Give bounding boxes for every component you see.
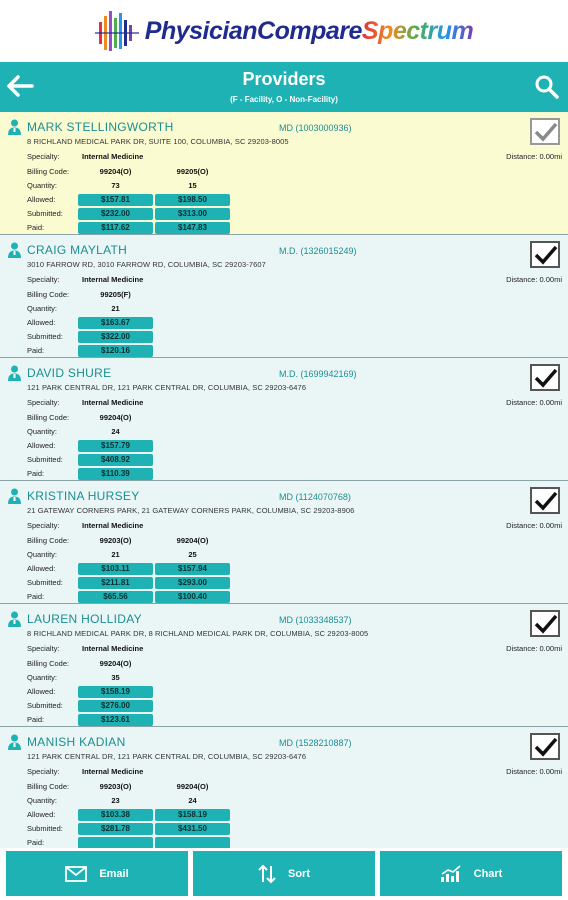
provider-specialty: Internal Medicine xyxy=(82,275,144,284)
quantity-value: 73 xyxy=(111,181,120,190)
page-subtitle: (F - Facility, O - Non-Facility) xyxy=(230,95,338,104)
billing-code: 99204(O) xyxy=(176,782,209,791)
provider-npi: MD (1124070768) xyxy=(279,492,351,502)
row-label-submitted: Submitted: xyxy=(27,209,63,218)
provider-specialty: Internal Medicine xyxy=(82,152,144,161)
provider-specialty: Internal Medicine xyxy=(82,521,144,530)
row-label-paid: Paid: xyxy=(27,469,45,478)
row-label-billing-code: Billing Code: xyxy=(27,782,70,791)
search-icon[interactable] xyxy=(534,74,560,100)
row-label-specialty: Specialty: xyxy=(27,275,60,284)
sort-button[interactable] xyxy=(193,851,375,896)
submitted-amount: $281.78 xyxy=(78,823,153,835)
row-label-allowed: Allowed: xyxy=(27,687,56,696)
quantity-value: 15 xyxy=(188,181,197,190)
paid-amount: $147.83 xyxy=(155,222,230,234)
provider-card[interactable] xyxy=(0,727,568,848)
spectrum-logo-icon xyxy=(95,8,139,54)
app-logo-text xyxy=(145,17,473,46)
row-label-billing-code: Billing Code: xyxy=(27,413,70,422)
provider-npi: MD (1528210887) xyxy=(279,738,352,748)
row-label-allowed: Allowed: xyxy=(27,195,56,204)
provider-name[interactable]: MANISH KADIAN xyxy=(27,735,126,749)
billing-code: 99204(O) xyxy=(176,536,209,545)
envelope-icon xyxy=(65,866,87,882)
provider-npi: MD (1033348537) xyxy=(279,615,352,625)
row-label-submitted: Submitted: xyxy=(27,578,63,587)
quantity-value: 25 xyxy=(188,550,197,559)
provider-card[interactable] xyxy=(0,358,568,481)
allowed-amount: $158.19 xyxy=(78,686,153,698)
paid-amount xyxy=(78,837,153,848)
row-label-specialty: Specialty: xyxy=(27,152,60,161)
row-label-specialty: Specialty: xyxy=(27,521,60,530)
allowed-amount: $103.38 xyxy=(78,809,153,821)
checkmark-icon xyxy=(534,613,558,635)
bottom-toolbar xyxy=(0,848,568,900)
paid-amount: $117.62 xyxy=(78,222,153,234)
paid-amount: $100.40 xyxy=(155,591,230,603)
person-icon xyxy=(8,119,21,135)
quantity-value: 24 xyxy=(188,796,197,805)
chart-icon xyxy=(440,865,462,883)
billing-code: 99204(O) xyxy=(99,413,132,422)
row-label-specialty: Specialty: xyxy=(27,767,60,776)
provider-specialty: Internal Medicine xyxy=(82,398,144,407)
title-bar xyxy=(0,62,568,112)
checkmark-icon xyxy=(534,121,558,143)
submitted-amount: $408.92 xyxy=(78,454,153,466)
logo-bar xyxy=(0,0,568,62)
provider-list[interactable] xyxy=(0,112,568,848)
quantity-value: 23 xyxy=(111,796,120,805)
paid-amount: $123.61 xyxy=(78,714,153,726)
row-label-submitted: Submitted: xyxy=(27,824,63,833)
row-label-specialty: Specialty: xyxy=(27,644,60,653)
billing-code: 99205(F) xyxy=(100,290,131,299)
provider-card[interactable] xyxy=(0,481,568,604)
submitted-amount: $313.00 xyxy=(155,208,230,220)
sort-button-label: Sort xyxy=(288,867,310,880)
provider-npi: M.D. (1699942169) xyxy=(279,369,357,379)
sort-arrows-icon xyxy=(258,864,276,884)
provider-name[interactable]: MARK STELLINGWORTH xyxy=(27,120,174,134)
provider-name[interactable]: DAVID SHURE xyxy=(27,366,112,380)
provider-distance: Distance: 0.00mi xyxy=(506,767,562,776)
billing-code: 99204(O) xyxy=(99,659,132,668)
row-label-billing-code: Billing Code: xyxy=(27,659,70,668)
row-label-paid: Paid: xyxy=(27,715,45,724)
provider-address: 21 GATEWAY CORNERS PARK, 21 GATEWAY CORNERS PARK, COLUMBIA, SC 29203-8906 xyxy=(27,506,355,515)
allowed-amount: $157.94 xyxy=(155,563,230,575)
paid-amount: $65.56 xyxy=(78,591,153,603)
checkmark-icon xyxy=(534,736,558,758)
allowed-amount: $198.50 xyxy=(155,194,230,206)
billing-code: 99203(O) xyxy=(99,536,132,545)
provider-name[interactable]: CRAIG MAYLATH xyxy=(27,243,128,257)
person-icon xyxy=(8,488,21,504)
provider-npi: M.D. (1326015249) xyxy=(279,246,357,256)
row-label-paid: Paid: xyxy=(27,223,45,232)
provider-specialty: Internal Medicine xyxy=(82,767,144,776)
row-label-paid: Paid: xyxy=(27,838,45,847)
person-icon xyxy=(8,242,21,258)
chart-button-label: Chart xyxy=(473,867,503,880)
row-label-allowed: Allowed: xyxy=(27,441,56,450)
quantity-value: 21 xyxy=(111,550,120,559)
provider-address: 121 PARK CENTRAL DR, 121 PARK CENTRAL DR, COLUMBIA, SC 29203-6476 xyxy=(27,383,307,392)
select-checkbox[interactable] xyxy=(530,733,560,760)
billing-code: 99205(O) xyxy=(176,167,209,176)
email-button-label: Email xyxy=(99,867,129,880)
paid-amount xyxy=(155,837,230,848)
person-icon xyxy=(8,734,21,750)
submitted-amount: $293.00 xyxy=(155,577,230,589)
provider-distance: Distance: 0.00mi xyxy=(506,521,562,530)
quantity-value: 21 xyxy=(111,304,120,313)
row-label-quantity: Quantity: xyxy=(27,550,58,559)
provider-distance: Distance: 0.00mi xyxy=(506,398,562,407)
provider-specialty: Internal Medicine xyxy=(82,644,144,653)
row-label-quantity: Quantity: xyxy=(27,673,58,682)
provider-card[interactable] xyxy=(0,235,568,358)
row-label-paid: Paid: xyxy=(27,592,45,601)
row-label-submitted: Submitted: xyxy=(27,332,63,341)
provider-name[interactable]: LAUREN HOLLIDAY xyxy=(27,612,142,626)
provider-address: 8 RICHLAND MEDICAL PARK DR, SUITE 100, COLUMBIA, SC 29203-8005 xyxy=(27,137,289,146)
select-checkbox[interactable] xyxy=(530,241,560,268)
allowed-amount: $163.67 xyxy=(78,317,153,329)
email-button[interactable] xyxy=(6,851,188,896)
billing-code: 99204(O) xyxy=(99,167,132,176)
select-checkbox[interactable] xyxy=(530,487,560,514)
submitted-amount: $232.00 xyxy=(78,208,153,220)
row-label-specialty: Specialty: xyxy=(27,398,60,407)
billing-code: 99203(O) xyxy=(99,782,132,791)
quantity-value: 24 xyxy=(111,427,120,436)
logo-text-physician-compare: PhysicianCompare xyxy=(144,16,362,45)
provider-distance: Distance: 0.00mi xyxy=(506,275,562,284)
allowed-amount: $158.19 xyxy=(155,809,230,821)
logo-text-spectrum: Spectrum xyxy=(361,16,474,45)
submitted-amount: $431.50 xyxy=(155,823,230,835)
checkmark-icon xyxy=(534,244,558,266)
person-icon xyxy=(8,365,21,381)
submitted-amount: $276.00 xyxy=(78,700,153,712)
row-label-allowed: Allowed: xyxy=(27,318,56,327)
provider-address: 8 RICHLAND MEDICAL PARK DR, 8 RICHLAND MEDICAL PARK DR, COLUMBIA, SC 29203-8005 xyxy=(27,629,369,638)
row-label-billing-code: Billing Code: xyxy=(27,167,70,176)
row-label-submitted: Submitted: xyxy=(27,701,63,710)
submitted-amount: $211.81 xyxy=(78,577,153,589)
chart-button[interactable] xyxy=(380,851,562,896)
provider-name[interactable]: KRISTINA HURSEY xyxy=(27,489,140,503)
row-label-allowed: Allowed: xyxy=(27,810,56,819)
provider-card[interactable] xyxy=(0,604,568,727)
row-label-submitted: Submitted: xyxy=(27,455,63,464)
row-label-quantity: Quantity: xyxy=(27,181,58,190)
select-checkbox[interactable] xyxy=(530,364,560,391)
page-title: Providers xyxy=(242,69,326,89)
provider-address: 121 PARK CENTRAL DR, 121 PARK CENTRAL DR, COLUMBIA, SC 29203-6476 xyxy=(27,752,307,761)
row-label-quantity: Quantity: xyxy=(27,427,58,436)
submitted-amount: $322.00 xyxy=(78,331,153,343)
paid-amount: $110.39 xyxy=(78,468,153,480)
select-checkbox[interactable] xyxy=(530,118,560,145)
allowed-amount: $157.79 xyxy=(78,440,153,452)
select-checkbox[interactable] xyxy=(530,610,560,637)
checkmark-icon xyxy=(534,490,558,512)
checkmark-icon xyxy=(534,367,558,389)
quantity-value: 35 xyxy=(111,673,120,682)
allowed-amount: $157.81 xyxy=(78,194,153,206)
provider-distance: Distance: 0.00mi xyxy=(506,152,562,161)
row-label-allowed: Allowed: xyxy=(27,564,56,573)
paid-amount: $120.16 xyxy=(78,345,153,357)
provider-npi: MD (1003000936) xyxy=(279,123,352,133)
row-label-quantity: Quantity: xyxy=(27,304,58,313)
row-label-billing-code: Billing Code: xyxy=(27,536,70,545)
provider-distance: Distance: 0.00mi xyxy=(506,644,562,653)
row-label-quantity: Quantity: xyxy=(27,796,58,805)
provider-address: 3010 FARROW RD, 3010 FARROW RD, COLUMBIA, SC 29203-7607 xyxy=(27,260,266,269)
provider-card[interactable] xyxy=(0,112,568,235)
person-icon xyxy=(8,611,21,627)
row-label-billing-code: Billing Code: xyxy=(27,290,70,299)
allowed-amount: $103.11 xyxy=(78,563,153,575)
row-label-paid: Paid: xyxy=(27,346,45,355)
